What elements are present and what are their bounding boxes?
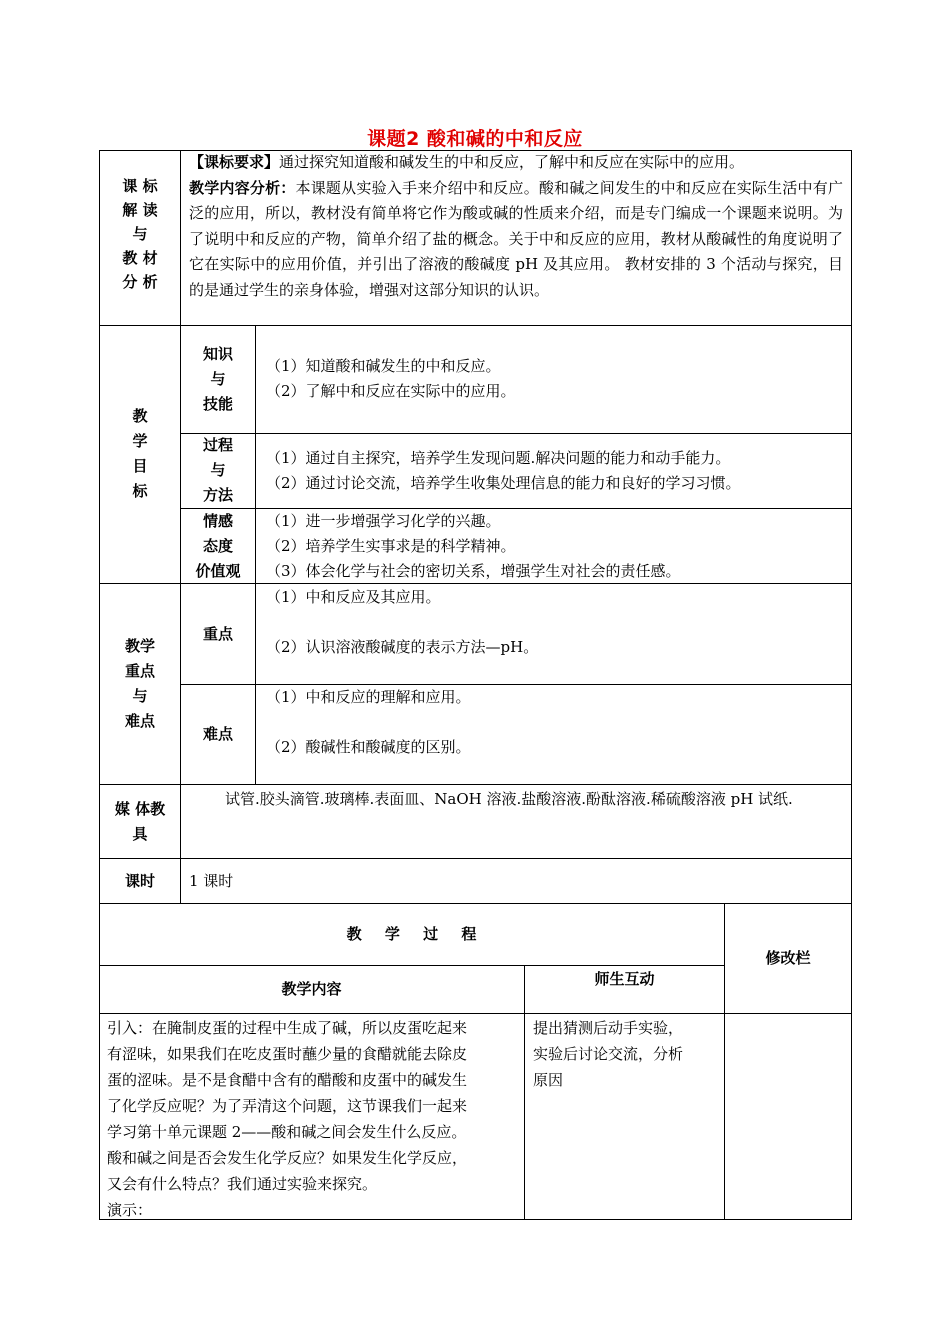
content-heading: 教学内容分析：: [189, 178, 296, 197]
media-text: 试管.胶头滴管.玻璃棒.表面皿、NaOH 溶液.盐酸溶液.酚酞溶液.稀硫酸溶液 pH 试纸.: [225, 790, 793, 808]
revision-column-header: 修改栏: [765, 949, 811, 967]
list-item: （2）了解中和反应在实际中的应用。: [266, 382, 516, 400]
list-item: （3）体会化学与社会的密切关系，增强学生对社会的责任感。: [266, 562, 681, 580]
difficulty-label: 难点: [202, 725, 233, 743]
hours-label: 课时: [124, 872, 155, 890]
knowledge-items: [266, 354, 846, 404]
media-label: 媒 体教 具: [114, 800, 166, 843]
standard-text: 通过探究知道酸和碱发生的中和反应，了解中和反应在实际中的应用。: [279, 153, 745, 171]
list-item: （2）通过讨论交流，培养学生收集处理信息的能力和良好的学习习惯。: [266, 474, 741, 492]
process-label: 过程 与 方法: [202, 436, 233, 504]
list-item: （1）中和反应及其应用。: [266, 588, 441, 606]
difficulty-items: [266, 685, 846, 760]
interaction-column-header: 师生互动: [594, 970, 655, 988]
list-item: （1）进一步增强学习化学的兴趣。: [266, 512, 501, 530]
process-header: 教 学 过 程: [346, 925, 477, 943]
process-items: [266, 446, 846, 496]
list-item: （1）通过自主探究，培养学生发现问题.解决问题的能力和动手能力。: [266, 449, 731, 467]
focus-items: [266, 585, 846, 660]
analysis-label: 课 标 解 读 与 教 材 分 析: [122, 177, 158, 291]
page-title: 课题2 酸和碱的中和反应: [367, 128, 583, 150]
key-points-label: 教学 重点 与 难点: [124, 637, 155, 730]
standard-paragraph: [189, 150, 843, 176]
interaction-body: 提出猜测后动手实验， 实验后讨论交流，分析 原因: [533, 1019, 684, 1089]
standard-heading: 【课标要求】: [189, 153, 280, 171]
content-body: 引入：在腌制皮蛋的过程中生成了碱，所以皮蛋吃起来 有涩味，如果我们在吃皮蛋时蘸少量的食醋就能去除皮 蛋的涩味。是不是食醋中含有的醋酸和皮蛋中的碱发生 了化学反应呢？为了弄清这个问题，这节课我们一起来 学习第十单元课题 2——酸和碱之间会发生什么反应。 酸和碱之间是否会发生化学反应？如果发生化学反应， 又会有什么特点？我们通过实验来探究。 演示：: [107, 1019, 468, 1219]
emotion-label: 情感 态度 价值观: [195, 512, 241, 580]
list-item: （1）知道酸和碱发生的中和反应。: [266, 357, 501, 375]
knowledge-label: 知识 与 技能: [202, 345, 233, 413]
hours-value: 1 课时: [189, 872, 234, 890]
emotion-items: [266, 509, 846, 584]
list-item: （2）培养学生实事求是的科学精神。: [266, 537, 516, 555]
content-column-header: 教学内容: [281, 980, 342, 998]
content-paragraph: [189, 176, 843, 304]
list-item: （2）认识溶液酸碱度的表示方法—pH。: [266, 638, 539, 656]
focus-label: 重点: [202, 625, 233, 643]
list-item: （1）中和反应的理解和应用。: [266, 688, 471, 706]
objectives-label: 教 学 目 标: [132, 407, 148, 500]
list-item: （2）酸碱性和酸碱度的区别。: [266, 738, 471, 756]
content-text: 本课题从实验入手来介绍中和反应。酸和碱之间发生的中和反应在实际生活中有广泛的应用，所以，教材没有简单将它作为酸或碱的性质来介绍，而是专门编成一个课题来说明。为了说明中和反应的产物，简单介绍了盐的概念。关于中和反应的应用，教材从酸碱性的角度说明了它在实际中的应用价值，并引出了溶液的酸碱度 pH 及其应用。 教材安排的 3 个活动与探究，目的是通过学生的亲身体验，增强对这部分知识的认识。: [189, 178, 843, 299]
analysis-text: [189, 150, 843, 303]
